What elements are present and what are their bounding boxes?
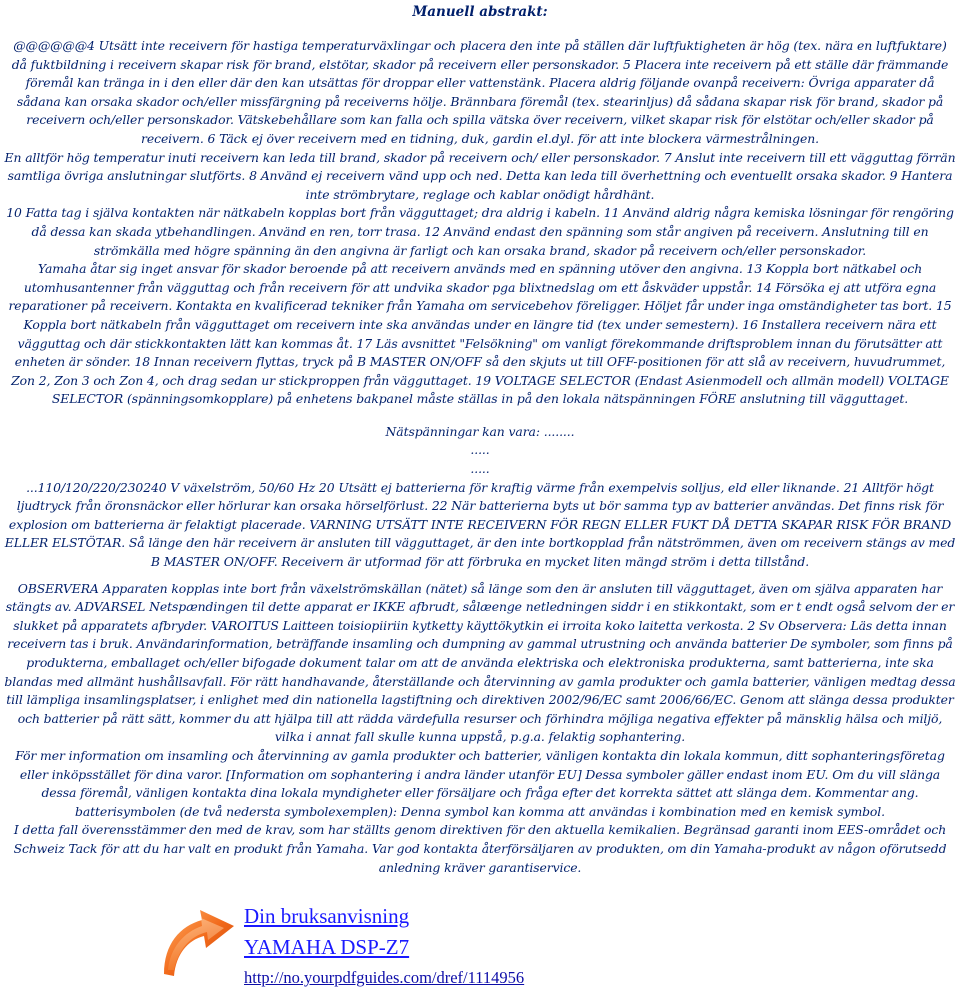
url-link[interactable]: http://no.yourpdfguides.com/dref/1114956	[244, 968, 525, 987]
page-title: Manuell abstrakt:	[412, 4, 548, 20]
paragraph-5: ...110/120/220/230240 V växelström, 50/60 Hz 20 Utsätt ej batterierna för kraftig värme från exempelvis solljus, eld eller liknande. 21 Alltför högt ljudtryck från öronsnäckor eller hörlurar kan orsaka hörselförlust. 22 När batterierna byts ut bör samma typ av batterier användas. Det finns risk för explosion om batterierna är felaktigt placerade. VARNING UTSÄTT INTE RECEIVERN FÖR REGN ELLER FUKT DÅ DETTA SKAPAR RISK FÖR BRAND ELLER ELSTÖTAR. Så länge den här receivern är ansluten till vägguttaget, är den inte bortkopplad från nätströmmen, även om receivern stängs av med B MASTER ON/OFF. Receivern är utformad för att förbruka en mycket liten mängd ström i detta tillstånd.	[4, 479, 956, 570]
footer	[158, 902, 658, 994]
document-body	[4, 37, 956, 877]
paragraph-6: OBSERVERA Apparaten kopplas inte bort från växelströmskällan (nätet) så länge som den är ansluten till vägguttaget, även om själva apparaten har stängts av. ADVARSEL Netspændingen til dette apparat er IKKE afbrudt, sålæenge netledningen siddr i en stikkontakt, som er t endt også selvom der er slukket på apparatets afbryder. VAROITUS Laitteen toisiopiiriin kytketty käyttökytkin ei irroita koko laitetta verkosta. 2 Sv Observera: Läs detta innan receivern tas i bruk. Användarinformation, beträffande insamling och dumpning av gammal utrustning och använda batterier De symboler, som finns på produkterna, emballaget och/eller bifogade dokument talar om att de använda elektriska och elektroniska produkterna, samt batterierna, inte ska blandas med allmänt hushållsavfall. För rätt handhavande, återställande och återvinning av gamla produkter och gamla batterier, vänligen medtag dessa till lämpliga insamlingsplatser, i enlighet med din nationella lagstiftning och direktiven 2002/96/EC samt 2006/66/EC. Genom att slänga dessa produkter och batterier på rätt sätt, kommer du att hjälpa till att rädda värdefulla resurser och förhindra möjliga negativa effekter på mänsklig hälsa och miljö, vilka i annat fall skulle kunna uppstå, p.g.a. felaktig sophantering.	[4, 580, 956, 745]
paragraph-2: En alltför hög temperatur inuti receivern kan leda till brand, skador på receivern och/ eller personskador. 7 Anslut inte receivern till ett vägguttag förrän samtliga övriga anslutningar slutförts. 8 Använd ej receivern vänd upp och ned. Detta kan leda till överhettning och eventuellt orsaka skador. 9 Hantera inte strömbrytare, reglage och kablar onödigt hårdhänt.	[4, 149, 956, 202]
manual-link[interactable]: Din bruksanvisning	[244, 904, 410, 928]
arrow-logo-icon	[158, 904, 238, 986]
voltage-intro: Nätspänningar kan vara: ........	[385, 423, 575, 439]
dots-line-1: .....	[470, 442, 490, 458]
paragraph-8: I detta fall överensstämmer den med de krav, som har ställts genom direktiven för den aktuella kemikalien. Begränsad garanti inom EES-området och Schweiz Tack för att du har valt en produkt från Yamaha. Var god kontakta återförsäljaren av produkten, om din Yamaha-produkt av någon oförutsedd anledning kräver garantiservice.	[13, 822, 947, 875]
footer-links	[244, 902, 524, 992]
spacer	[4, 409, 956, 417]
paragraph-7: För mer information om insamling och återvinning av gamla produkter och batterier, vänligen kontakta din lokala kommun, ditt sophanteringsföretag eller inköpsstället för dina varor. [Information om sophantering i andra länder utanför EU] Dessa symboler gäller endast inom EU. Om du vill slänga dessa föremål, vänligen kontakta dina lokala myndigheter eller försäljare och fråga efter det korrekta sättet att slänga dem. Kommentar ang. batterisymbolen (de två nedersta symbolexemplen): Denna symbol kan komma att användas i kombination med en kemisk symbol.	[15, 747, 945, 819]
paragraph-1: @@@@@@4 Utsätt inte receivern för hastiga temperaturväxlingar och placera den inte på ställen där luftfuktigheten är hög (tex. nära en luftfuktare) då fuktbildning i receivern skapar risk för brand, elstötar, skador på receivern eller personskador. 5 Placera inte receivern på ett ställe där främmande föremål kan tränga in i den eller där den kan utsättas för droppar eller vattenstänk. Placera aldrig följande ovanpå receivern: Övriga apparater då sådana kan orsaka skador och/eller missfärgning på receiverns hölje. Brännbara föremål (tex. stearinljus) då sådana skapar risk för brand, skador på receivern och/eller personskador. Vätskebehållare som kan falla och spilla vätska över receivern, vilket skapar risk för elstötar och/eller skador på receivern. 6 Täck ej över receivern med en tidning, duk, gardin el.dyl. för att inte blockera värmestrålningen.	[11, 38, 949, 146]
dots-line-2: .....	[470, 461, 490, 477]
paragraph-4: Yamaha åtar sig inget ansvar för skador beroende på att receivern används med en spänning utöver den angivna. 13 Koppla bort nätkabel och utomhusantenner från vägguttag och från receivern för att undvika skador pga blixtnedslag om ett åskväder uppstår. 14 Försöka ej att utföra egna reparationer på receivern. Kontakta en kvalificerad tekniker från Yamaha om servicebehov föreligger. Höljet får under inga omständigheter tas bort. 15 Koppla bort nätkabeln från vägguttaget om receivern inte ska användas under en längre tid (tex under semestern). 16 Installera receivern nära ett vägguttag och där stickkontakten lätt kan kommas åt. 17 Läs avsnittet "Felsökning" om vanligt förekommande driftsproblem innan du förutsätter att enheten är sönder. 18 Innan receivern flyttas, tryck på B MASTER ON/OFF så den skjuts ut till OFF-positionen för att slå av receivern, huvudrummet, Zon 2, Zon 3 och Zon 4, och drag sedan ur stickproppen från vägguttaget. 19 VOLTAGE SELECTOR (Endast Asienmodell och allmän modell) VOLTAGE SELECTOR (spänningsomkopplare) på enhetens bakpanel måste ställas in på den lokala nätspänningen FÖRE anslutning till vägguttaget.	[8, 261, 952, 407]
paragraph-3: 10 Fatta tag i själva kontakten när nätkabeln kopplas bort från vägguttaget; dra aldrig i kabeln. 11 Använd aldrig några kemiska lösningar för rengöring då dessa kan skada ytbehandlingen. Använd en ren, torr trasa. 12 Använd endast den spänning som står angiven på receivern. Anslutning till en strömkälla med högre spänning än den angivna är farligt och kan orsaka brand, skador på receivern och/eller personskador.	[6, 205, 954, 258]
spacer	[4, 572, 956, 580]
model-link[interactable]: YAMAHA DSP-Z7	[244, 935, 410, 959]
